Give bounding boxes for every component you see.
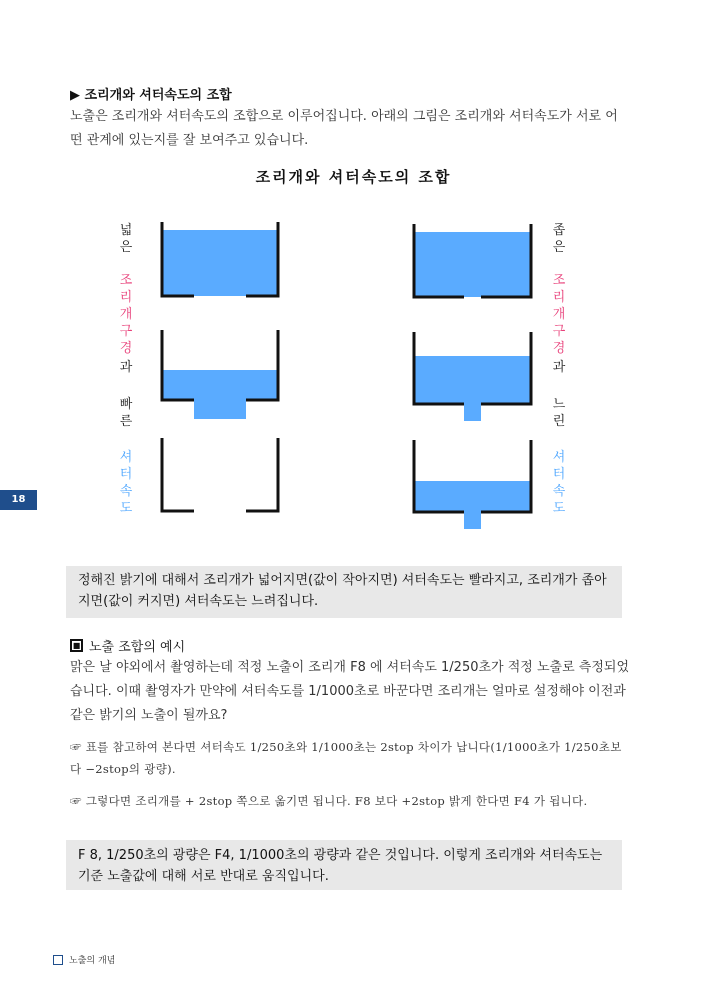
left-char: 빠 <box>119 397 133 412</box>
water-fill <box>414 481 531 512</box>
right-char: 조 <box>552 273 566 288</box>
right-char: 린 <box>552 414 566 429</box>
summary-box-1: 정해진 밝기에 대해서 조리개가 넓어지면(값이 작아지면) 셔터속도는 빨라지고, 조리개가 좁아지면(값이 커지면) 셔터속도는 느려집니다. <box>66 566 622 618</box>
left-char: 구 <box>119 324 133 339</box>
left-bucket-empty <box>162 438 278 511</box>
footer-square-icon <box>53 955 63 965</box>
water-fill <box>162 370 278 400</box>
right-char: 도 <box>552 501 566 516</box>
water-stream <box>194 400 246 419</box>
right-char: 경 <box>552 341 566 356</box>
left-bucket-full <box>162 222 278 296</box>
section-title: ▶ 조리개와 셔터속도의 조합 <box>70 88 232 103</box>
example-body: 맑은 날 야외에서 촬영하는데 적정 노출이 조리개 F8 에 셔터속도 1/250초가 적정 노출로 측정되었습니다. 이때 촬영자가 만약에 셔터속도를 1/1000초로 바꾼다면 조리개는 얼마로 설정해야 이전과 같은 밝기의 노출이 될까요? <box>70 660 630 723</box>
right-char: 은 <box>552 240 566 255</box>
right-char: 과 <box>552 360 566 375</box>
note-2: ☞ 그렇다면 조리개를 + 2stop 쪽으로 옮기면 됩니다. F8 보다 +2stop 밝게 한다면 F4 가 됩니다. <box>70 794 588 808</box>
bucket-wall <box>162 438 194 511</box>
right-char: 좁 <box>552 223 566 238</box>
left-char: 조 <box>119 273 133 288</box>
right-char: 리 <box>552 290 566 305</box>
right-char: 터 <box>552 467 566 482</box>
right-char: 느 <box>552 397 566 412</box>
footer-text: 노출의 개념 <box>69 956 116 966</box>
water-stream <box>464 404 481 421</box>
bucket-wall <box>246 438 278 511</box>
left-char: 개 <box>119 307 133 322</box>
left-char: 터 <box>119 467 133 482</box>
water-stream <box>464 512 481 529</box>
left-char: 셔 <box>119 450 133 465</box>
example-heading <box>70 636 185 655</box>
summary-box-2: F 8, 1/250초의 광량은 F4, 1/1000초의 광량과 같은 것입니다. 이렇게 조리개와 셔터속도는 기준 노출값에 대해 서로 반대로 움직입니다. <box>66 840 622 890</box>
left-char: 도 <box>119 501 133 516</box>
water-fill <box>162 230 278 296</box>
right-bucket-half <box>414 440 531 529</box>
example-title: 노출 조합의 예시 <box>89 640 186 655</box>
water-fill <box>414 356 531 404</box>
page-number: 18 <box>0 490 37 510</box>
square-icon: ■ <box>70 639 83 652</box>
left-char: 속 <box>119 484 133 499</box>
water-fill <box>414 232 531 297</box>
left-char: 은 <box>119 240 133 255</box>
right-char: 구 <box>552 324 566 339</box>
left-char: 넓 <box>119 223 133 238</box>
right-bucket-full <box>414 224 531 297</box>
left-char: 과 <box>119 360 133 375</box>
note-1: ☞ 표를 참고하여 본다면 셔터속도 1/250초와 1/1000초는 2stop 차이가 납니다(1/1000초가 1/250초보다 −2stop의 광량). <box>70 740 622 776</box>
left-char: 른 <box>119 414 133 429</box>
figure-title: 조리개와 셔터속도의 조합 <box>255 168 452 186</box>
left-char: 경 <box>119 341 133 356</box>
right-bucket-mostly-full <box>414 332 531 421</box>
right-char: 셔 <box>552 450 566 465</box>
footer <box>53 953 115 966</box>
right-char: 속 <box>552 484 566 499</box>
left-bucket-half <box>162 330 278 419</box>
left-char: 리 <box>119 290 133 305</box>
right-char: 개 <box>552 307 566 322</box>
intro-paragraph: 노출은 조리개와 셔터속도의 조합으로 이루어집니다. 아래의 그림은 조리개와 셔터속도가 서로 어떤 관계에 있는지를 잘 보여주고 있습니다. <box>70 109 618 148</box>
